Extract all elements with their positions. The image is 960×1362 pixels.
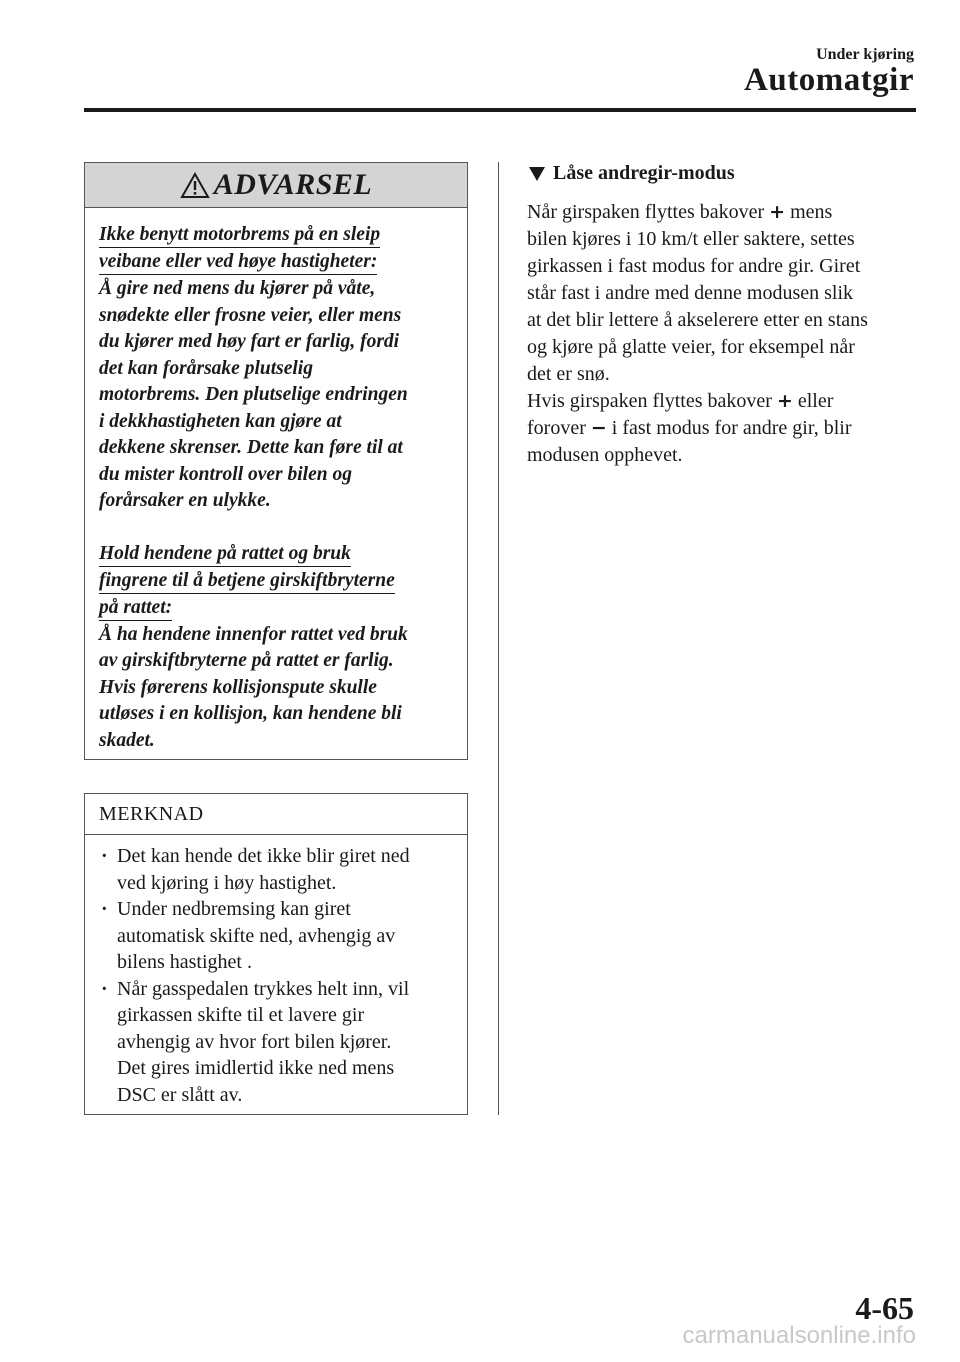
note-line: · Når gasspedalen trykkes helt inn, vil (117, 977, 410, 1000)
plus-icon: + (769, 201, 786, 223)
section-line: bilen kjøres i 10 km/t eller saktere, settes (527, 228, 855, 250)
warning-text-line: Å ha hendene innenfor rattet ved bruk (99, 623, 408, 645)
minus-icon: − (590, 417, 607, 439)
section-line: Hvis girspaken flyttes bakover + eller (527, 390, 834, 412)
warning-heading-line: Ikke benytt motorbrems på en sleip (99, 222, 380, 248)
note-line: · Under nedbremsing kan giret (117, 898, 351, 920)
section-line: Når girspaken flyttes bakover + mens (527, 201, 833, 223)
note-list (85, 835, 467, 1108)
warning-heading-line: Hold hendene på rattet og bruk (99, 541, 351, 567)
column-divider (498, 162, 499, 1115)
warning-triangle-icon (180, 172, 210, 199)
section-line: står fast i andre med denne modusen slik (527, 282, 854, 304)
header-rule (84, 108, 916, 112)
note-line: girkassen skifte til et lavere gir (117, 1004, 365, 1026)
warning-text-line: forårsaker en ulykke. (99, 490, 271, 511)
note-title: MERKNAD (85, 794, 467, 835)
chapter-label: Under kjøring (816, 46, 914, 63)
warning-box (84, 162, 468, 760)
warning-text-line: dekkene skrenser. Dette kan føre til at (99, 437, 403, 458)
warning-text-line: skadet. (99, 729, 155, 751)
note-line: · Det kan hende det ikke blir giret ned (117, 845, 410, 867)
warning-text-line: Hvis førerens kollisjonspute skulle (99, 676, 377, 698)
second-gear-section (527, 162, 917, 469)
warning-heading-line: veibane eller ved høye hastigheter: (99, 249, 377, 275)
watermark: carmanualsonline.info (682, 1322, 916, 1349)
warning-text-line: motorbrems. Den plutselige endringen (99, 384, 408, 405)
note-line: avhengig av hvor fort bilen kjører. (117, 1030, 392, 1053)
note-line: DSC er slått av. (117, 1083, 243, 1106)
note-item (99, 976, 457, 1109)
section-line: at det blir lettere å akselerere etter en stans (527, 309, 868, 331)
warning-text-line: du mister kontroll over bilen og (99, 463, 352, 485)
note-line: ved kjøring i høy hastighet. (117, 871, 337, 894)
section-line: og kjøre på glatte veier, for eksempel når (527, 336, 855, 358)
section-line: girkassen i fast modus for andre gir. Giret (527, 255, 861, 277)
warning-text-line: det kan forårsake plutselig (99, 357, 313, 379)
warning-heading-line: fingrene til å betjene girskiftbryterne (99, 568, 395, 594)
section-line: det er snø. (527, 363, 610, 385)
section-heading (527, 162, 917, 185)
note-item (99, 896, 457, 976)
warning-text-line: Å gire ned mens du kjører på våte, (99, 278, 376, 299)
section-heading-text: Låse andregir-modus (553, 162, 735, 184)
section-line: modusen opphevet. (527, 444, 683, 466)
note-line: bilens hastighet . (117, 951, 252, 973)
warning-title: ADVARSEL (213, 168, 373, 201)
note-line: automatisk skifte ned, avhengig av (117, 924, 396, 947)
note-item (99, 843, 457, 896)
plus-icon: + (776, 390, 793, 412)
section-body (527, 199, 917, 469)
section-line: forover − i fast modus for andre gir, blir (527, 417, 852, 439)
warning-text-line: av girskiftbryterne på rattet er farlig. (99, 650, 394, 671)
warning-heading-line: på rattet: (99, 595, 172, 621)
warning-header (85, 163, 467, 208)
triangle-bullet-icon (529, 167, 545, 181)
note-box (84, 793, 468, 1115)
warning-body (85, 208, 467, 754)
page-number: 4-65 (855, 1290, 914, 1326)
warning-text-line: utløses i en kollisjon, kan hendene bli (99, 703, 402, 724)
warning-text-line: snødekte eller frosne veier, eller mens (99, 304, 402, 326)
warning-text-line: i dekkhastigheten kan gjøre at (99, 410, 342, 432)
page-title: Automatgir (744, 62, 914, 98)
note-line: Det gires imidlertid ikke ned mens (117, 1057, 395, 1079)
warning-text-line: du kjører med høy fart er farlig, fordi (99, 331, 400, 352)
